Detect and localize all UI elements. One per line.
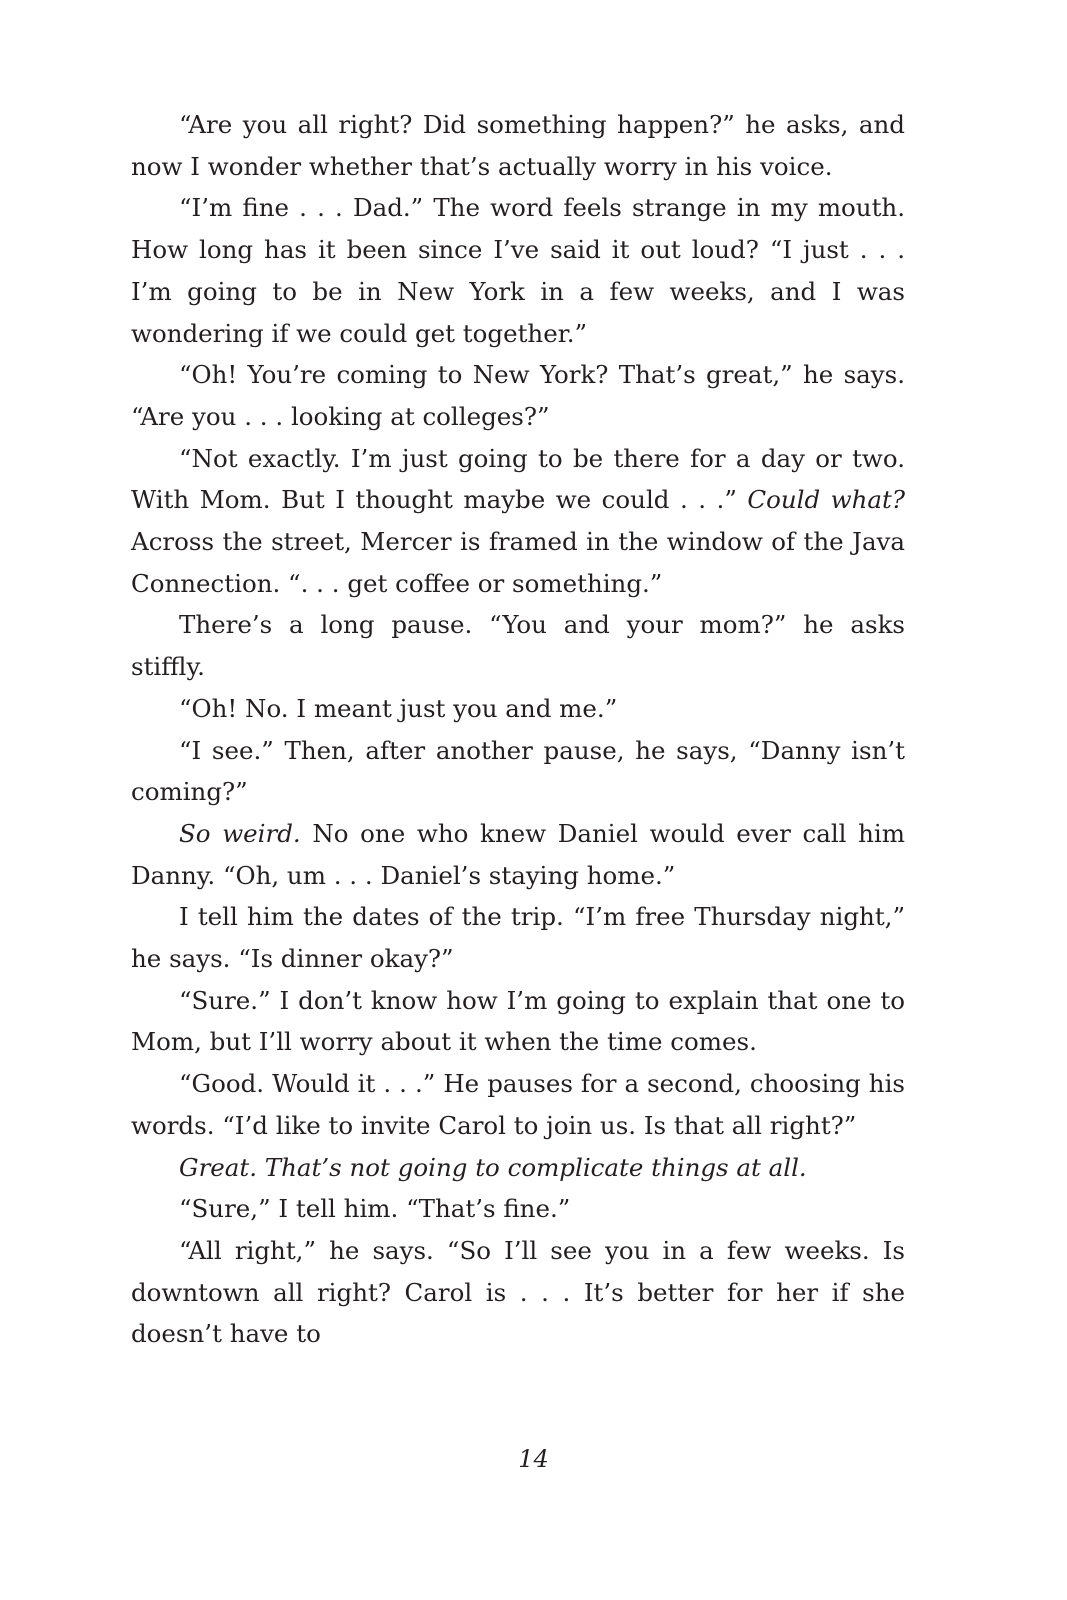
text-run: No one who knew Daniel would ever call him Danny. “Oh, um . . . Daniel’s staying home.” xyxy=(131,818,905,890)
paragraph xyxy=(131,104,905,187)
paragraph xyxy=(131,187,905,354)
paragraph xyxy=(131,813,905,896)
text-run: I tell him the dates of the trip. “I’m free Thursday night,” he says. “Is dinner okay?” xyxy=(131,902,905,974)
paragraph xyxy=(131,438,905,605)
paragraph xyxy=(131,1063,905,1146)
paragraph xyxy=(131,354,905,437)
paragraph xyxy=(131,980,905,1063)
body-text xyxy=(131,104,905,1355)
page-number: 14 xyxy=(518,1445,549,1473)
text-run: “Oh! You’re coming to New York? That’s great,” he says. “Are you . . . looking at colleges?” xyxy=(131,360,905,431)
text-run: “Sure.” I don’t know how I’m going to explain that one to Mom, but I’ll worry about it when the time comes. xyxy=(131,985,905,1057)
text-run: Across the street, Mercer is framed in the window of the Java Connection. “. . . get coffee or something.” xyxy=(131,527,905,598)
text-run: “Good. Would it . . .” He pauses for a second, choosing his words. “I’d like to invite Carol to join us. Is that all right?” xyxy=(131,1069,905,1140)
paragraph xyxy=(131,1147,905,1189)
text-run: There’s a long pause. “You and your mom?” he asks stiffly. xyxy=(131,610,905,682)
paragraph xyxy=(131,896,905,979)
paragraph xyxy=(131,730,905,813)
text-run: “Oh! No. I meant just you and me.” xyxy=(179,693,618,723)
text-run: “Not exactly. I’m just going to be there for a day or two. With Mom. But I thought maybe we could . . .” xyxy=(131,443,905,515)
italic-text: Could what? xyxy=(747,485,905,515)
italic-text: Great. That’s not going to complicate things at all. xyxy=(179,1152,807,1182)
text-run: “I see.” Then, after another pause, he says, “Danny isn’t coming?” xyxy=(131,735,905,807)
text-run: “I’m fine . . . Dad.” The word feels strange in my mouth. How long has it been since I’ve said it out loud? “I just . . . I’m going to be in New York in a few weeks, and I was wondering if we could get together.” xyxy=(131,193,905,348)
paragraph xyxy=(131,1230,905,1355)
text-run: “Are you all right? Did something happen?” he asks, and now I wonder whether that’s actually worry in his voice. xyxy=(131,110,905,181)
paragraph xyxy=(131,604,905,687)
paragraph xyxy=(131,1188,905,1230)
paragraph xyxy=(131,688,905,730)
italic-text: So weird. xyxy=(179,818,301,848)
text-run: “All right,” he says. “So I’ll see you in a few weeks. Is downtown all right? Carol is . . . It’s better for her if she doesn’t have to xyxy=(131,1235,905,1349)
text-run: “Sure,” I tell him. “That’s fine.” xyxy=(179,1194,571,1224)
